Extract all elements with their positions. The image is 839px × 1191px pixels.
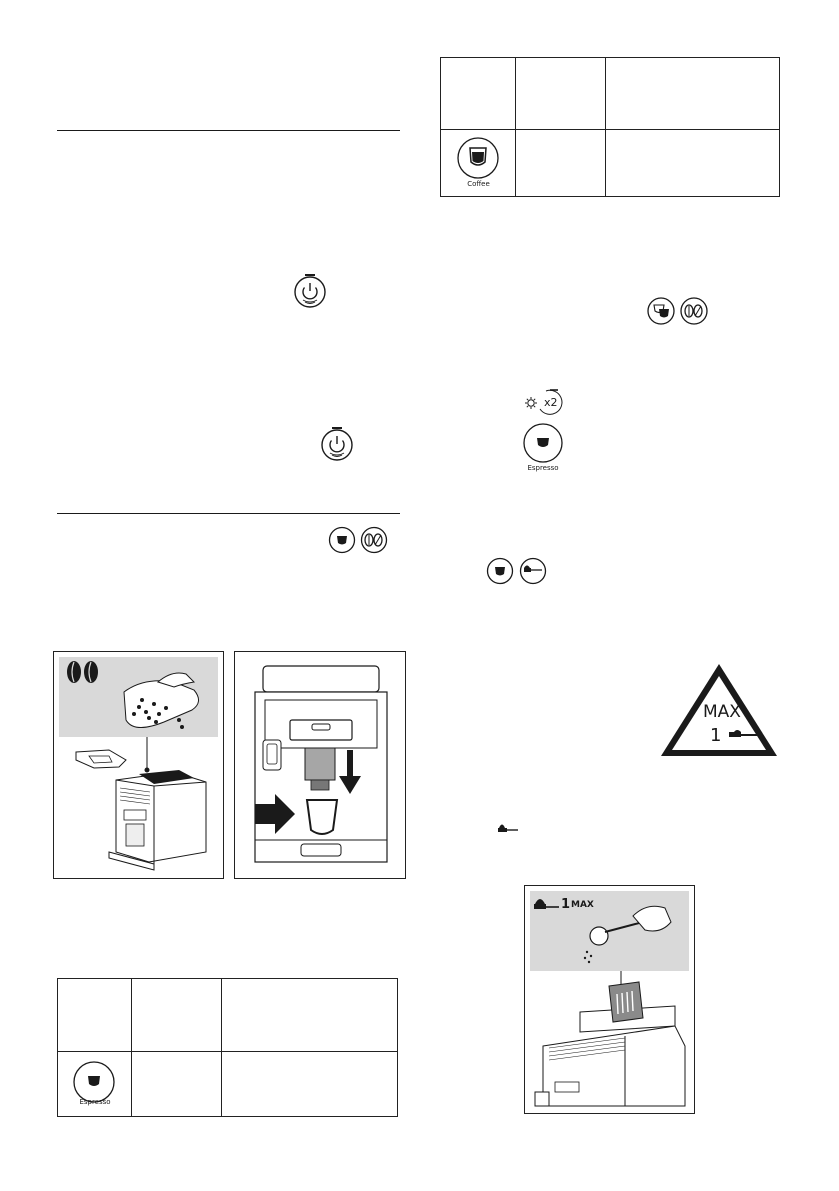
table-cell <box>132 1052 222 1117</box>
warning-max-label: MAX <box>703 702 741 722</box>
espresso-icon <box>522 422 564 464</box>
coffee-button-caption: Coffee <box>467 180 490 188</box>
section-divider-2 <box>57 513 400 514</box>
table-cell <box>222 1052 398 1117</box>
scoop-count-label: 1 <box>561 897 571 912</box>
table-cell-coffee-button <box>441 130 516 197</box>
table-cell-espresso-button <box>58 1052 132 1117</box>
table-header-cell <box>516 58 606 130</box>
cup-and-beans-icon-pair <box>646 296 710 326</box>
settings-x2-indicator <box>524 389 572 417</box>
coffee-quantity-table <box>440 57 780 197</box>
section-divider-1 <box>57 130 400 131</box>
preground-scoop-icon <box>497 821 519 833</box>
spout-adjustment-illustration <box>234 651 406 879</box>
espresso-button-icon <box>520 420 566 476</box>
table-cell <box>516 130 606 197</box>
table-cell <box>606 130 780 197</box>
power-button-icon <box>320 426 354 462</box>
espresso-button-caption: Espresso <box>79 1098 111 1106</box>
table-header-cell <box>606 58 780 130</box>
cup-and-beans-icon-pair <box>328 526 390 554</box>
preground-chute-illustration <box>524 885 695 1114</box>
max-one-scoop-warning <box>657 660 781 760</box>
power-button-icon <box>293 273 327 309</box>
espresso-button-caption: Espresso <box>527 464 559 472</box>
table-header-cell <box>58 979 132 1052</box>
espresso-quantity-table <box>57 978 398 1117</box>
cup-and-preground-icon-pair <box>486 556 548 586</box>
cup-coffee-icon <box>456 136 500 180</box>
table-header-cell <box>132 979 222 1052</box>
warning-count-label: 1 <box>710 725 722 746</box>
bean-hopper-illustration <box>53 651 224 879</box>
table-header-cell <box>441 58 516 130</box>
x2-label: x2 <box>544 396 558 409</box>
table-header-cell <box>222 979 398 1052</box>
scoop-max-label: MAX <box>571 900 594 910</box>
